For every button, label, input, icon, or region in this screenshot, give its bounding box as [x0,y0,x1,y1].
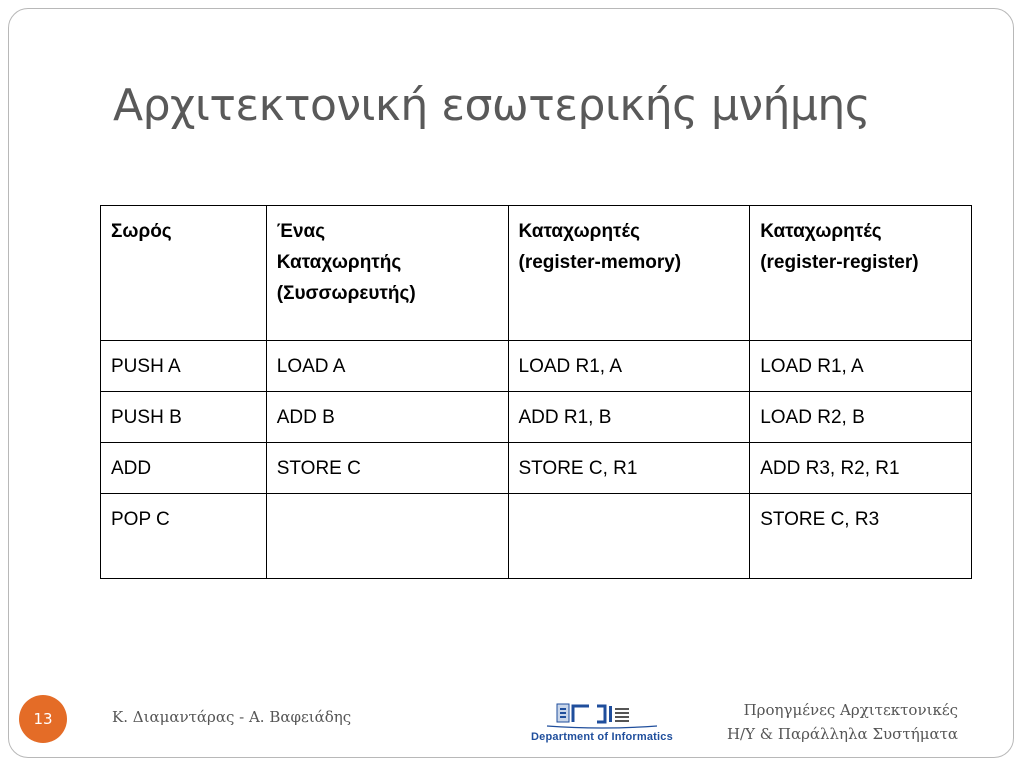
header-stack [101,206,267,341]
course-line: Η/Υ & Παράλληλα Συστήματα [726,725,958,743]
table-cell: STORE C, R1 [508,443,750,494]
table-cell: PUSH B [101,392,267,443]
table-cell: POP C [101,494,267,579]
table-row [101,494,972,579]
header-register-register [750,206,972,341]
table-cell: ADD R3, R2, R1 [750,443,972,494]
header-register-memory [508,206,750,341]
course-line: Προηγμένες Αρχιτεκτονικές [743,701,958,719]
table-header-row [101,206,972,341]
logo-graphic-icon [527,700,677,732]
table-cell: STORE C [266,443,508,494]
footer-authors: Κ. Διαμαντάρας - Α. Βαφειάδης [112,708,352,726]
table-cell: ADD [101,443,267,494]
table-cell [266,494,508,579]
table-cell: LOAD A [266,341,508,392]
header-accumulator [266,206,508,341]
table-cell: LOAD R1, A [508,341,750,392]
header-line: (Συσσωρευτής) [276,283,416,304]
page-number-badge: 13 [19,695,67,743]
department-logo [527,700,677,746]
table-cell: LOAD R2, B [750,392,972,443]
header-line: Καταχωρητές [760,221,882,242]
header-line: Καταχωρητές [518,221,640,242]
table-cell: PUSH A [101,341,267,392]
footer-course [727,698,958,746]
table-row [101,443,972,494]
table-cell: LOAD R1, A [750,341,972,392]
header-line: Καταχωρητής [276,252,402,273]
architecture-table [100,205,972,579]
slide-title: Αρχιτεκτονική εσωτερικής μνήμης [113,80,871,131]
header-line: (register-memory) [518,252,682,273]
table-cell: STORE C, R3 [750,494,972,579]
logo-text: Department of Informatics [531,731,673,743]
table-row [101,341,972,392]
table-row [101,392,972,443]
header-line: Ένας [276,221,326,242]
table-cell: ADD B [266,392,508,443]
table-cell: ADD R1, B [508,392,750,443]
header-line: (register-register) [760,252,919,273]
header-line: Σωρός [111,221,172,242]
table-cell [508,494,750,579]
